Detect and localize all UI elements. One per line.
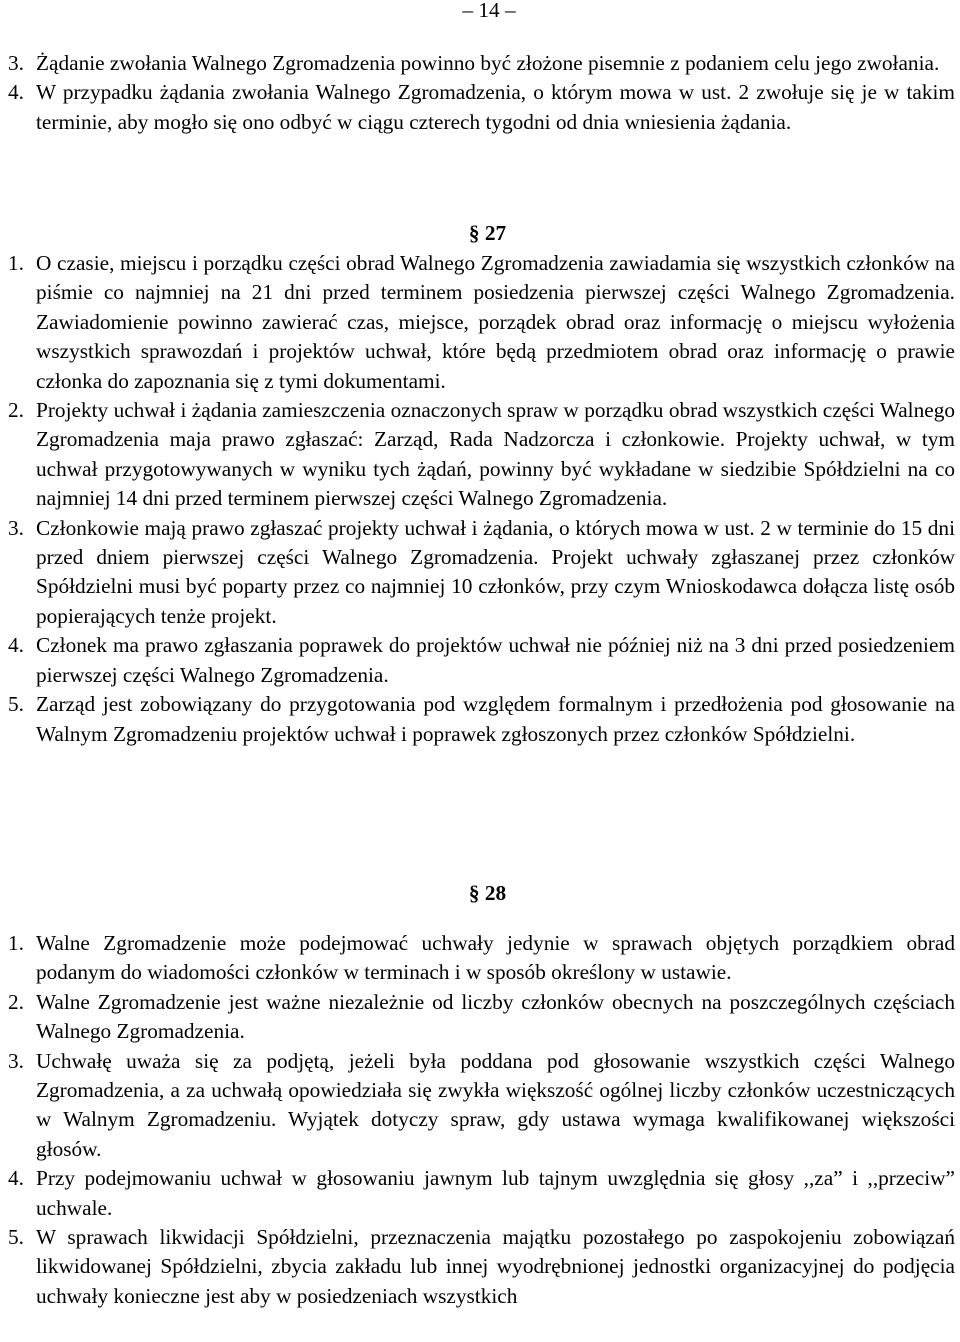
- item-text: O czasie, miejscu i porządku części obrad Walnego Zgromadzenia zawiadamia się wszystkich członków na piśmie co najmniej na 21 dni przed terminem posiedzenia pierwszej części Walnego Zgromadzenia. Zawiadomienie powinno zawierać czas, miejsce, porządek obrad oraz informację o miejscu wyłożenia wszystkich sprawozdań i projektów uchwał, które będą przedmiotem obrad oraz informację o prawie członka do zapoznania się z tymi dokumentami.: [36, 251, 955, 393]
- item-number: 4.: [8, 80, 24, 105]
- item-number: 2.: [8, 398, 24, 423]
- section-28: [8, 929, 955, 1311]
- section-27: [8, 249, 955, 749]
- item-text: Walne Zgromadzenie jest ważne niezależnie od liczby członków obecnych na poszczególnych częściach Walnego Zgromadzenia.: [36, 989, 955, 1044]
- item-number: 4.: [8, 1166, 24, 1191]
- item-text: Projekty uchwał i żądania zamieszczenia oznaczonych spraw w porządku obrad wszystkich części Walnego Zgromadzenia maja prawo zgłaszać: Zarząd, Rada Nadzorcza i członkowie. Projekty uchwał, w tym uchwał przygotowywanych w wyniku tych żądań, powinny być wykładane w siedzibie Spółdzielni na co najmniej 14 dni przed terminem pierwszej części Walnego Zgromadzenia.: [36, 398, 955, 511]
- item-number: 4.: [8, 633, 24, 658]
- section-continuation: [8, 49, 955, 137]
- paragraph-item: [8, 78, 955, 137]
- paragraph-item: [8, 690, 955, 749]
- item-number: 3.: [8, 1048, 24, 1073]
- paragraph-item: [8, 1164, 955, 1223]
- paragraph-item: [8, 396, 955, 514]
- item-number: 3.: [8, 51, 24, 75]
- paragraph-item: [8, 249, 955, 396]
- paragraph-item: [8, 929, 955, 988]
- item-number: 3.: [8, 515, 24, 540]
- item-number: 1.: [8, 251, 24, 275]
- item-text: Członek ma prawo zgłaszania poprawek do projektów uchwał nie później niż na 3 dni przed posiedzeniem pierwszej części Walnego Zgromadzenia.: [36, 633, 955, 687]
- item-number: 5.: [8, 692, 24, 717]
- item-text: Walne Zgromadzenie może podejmować uchwały jedynie w sprawach objętych porządkiem obrad podanym do wiadomości członków w terminach i w sposób określony w ustawie.: [36, 931, 955, 985]
- paragraph-item: [8, 631, 955, 690]
- paragraph-item: [8, 49, 955, 78]
- item-number: 5.: [8, 1225, 24, 1250]
- section-heading-28: § 28: [468, 881, 507, 905]
- page-number: – 14 –: [462, 0, 516, 22]
- item-text: Uchwałę uważa się za podjętą, jeżeli była poddana pod głosowanie wszystkich części Walnego Zgromadzenia, a za uchwałą opowiedziała się zwykła większość ogólnej liczby członków uczestniczących w Walnym Zgromadzeniu. Wyjątek dotyczy spraw, gdy ustawa wymaga kwalifikowanej większości głosów.: [36, 1048, 955, 1161]
- item-text: Zarząd jest zobowiązany do przygotowania pod względem formalnym i przedłożenia pod głosowanie na Walnym Zgromadzeniu projektów uchwał i poprawek zgłoszonych przez członków Spółdzielni.: [36, 692, 955, 746]
- paragraph-item: [8, 1223, 955, 1311]
- item-text: Członkowie mają prawo zgłaszać projekty uchwał i żądania, o których mowa w ust. 2 w terminie do 15 dni przed dniem pierwszej części Walnego Zgromadzenia. Projekt uchwały zgłaszanej przez członków Spółdzielni musi być poparty przez co najmniej 10 członków, przy czym Wnioskodawca dołącza listę osób popierających tenże projekt.: [36, 515, 955, 628]
- item-number: 1.: [8, 931, 24, 955]
- item-text: Żądanie zwołania Walnego Zgromadzenia powinno być złożone pisemnie z podaniem celu jego zwołania.: [36, 51, 940, 75]
- section-heading-27: § 27: [468, 221, 507, 245]
- paragraph-item: [8, 988, 955, 1047]
- item-text: W przypadku żądania zwołania Walnego Zgromadzenia, o którym mowa w ust. 2 zwołuje się je w takim terminie, aby mogło się ono odbyć w ciągu czterech tygodni od dnia wniesienia żądania.: [36, 80, 955, 134]
- item-text: W sprawach likwidacji Spółdzielni, przeznaczenia majątku pozostałego po zaspokojeniu zobowiązań likwidowanej Spółdzielni, zbycia zakładu lub innej wyodrębnionej jednostki organizacyjnej do podjęcia uchwały konieczne jest aby w posiedzeniach wszystkich: [36, 1225, 955, 1308]
- paragraph-item: [8, 1047, 955, 1165]
- paragraph-item: [8, 514, 955, 632]
- item-number: 2.: [8, 989, 24, 1014]
- item-text: Przy podejmowaniu uchwał w głosowaniu jawnym lub tajnym uwzględnia się głosy ,,za” i ,,przeciw” uchwale.: [36, 1166, 955, 1220]
